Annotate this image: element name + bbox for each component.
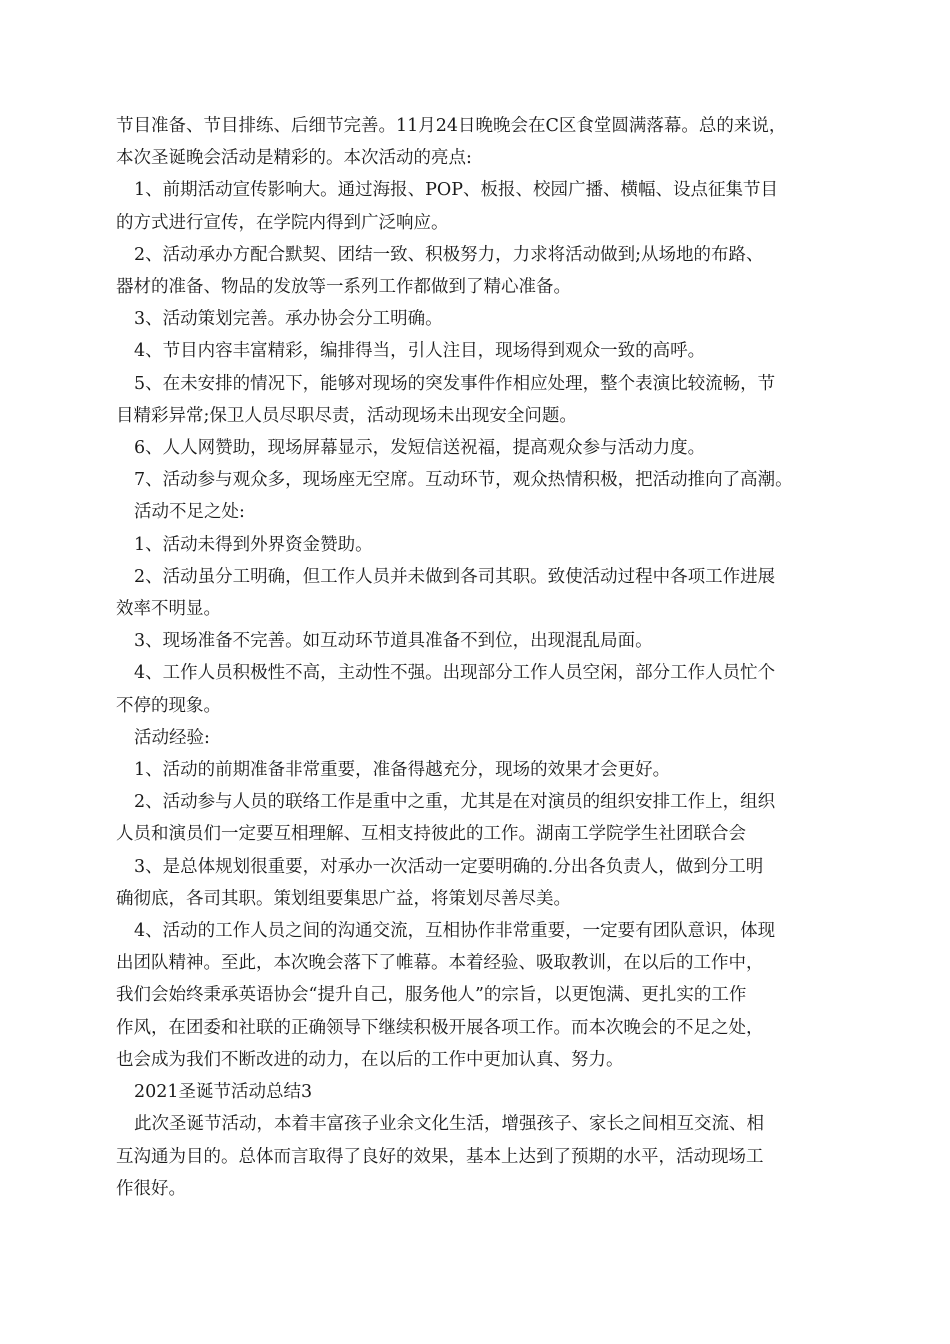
text-line: 不停的现象。	[116, 695, 221, 716]
text-line: 1、前期活动宣传影响大。通过海报、POP、板报、校园广播、横幅、设点征集节目	[134, 180, 779, 201]
document-body	[116, 110, 856, 1205]
text-line: 5、在未安排的情况下，能够对现场的突发事件作相应处理，整个表演比较流畅，节	[134, 373, 776, 394]
text-line: 目精彩异常;保卫人员尽职尽责，活动现场未出现安全问题。	[116, 405, 577, 426]
text-line: 4、节目内容丰富精彩，编排得当，引人注目，现场得到观众一致的高呼。	[134, 341, 706, 362]
text-line: 7、活动参与观众多，现场座无空席。互动环节，观众热情积极，把活动推向了高潮。	[134, 470, 793, 491]
text-line: 2、活动参与人员的联络工作是重中之重，尤其是在对演员的组织安排工作上，组织	[134, 792, 776, 813]
text-line: 本次圣诞晚会活动是精彩的。本次活动的亮点:	[116, 148, 472, 169]
text-line: 4、活动的工作人员之间的沟通交流，互相协作非常重要，一定要有团队意识，体现	[134, 921, 776, 942]
text-line: 也会成为我们不断改进的动力，在以后的工作中更加认真、努力。	[116, 1049, 624, 1070]
text-line: 确彻底，各司其职。策划组要集思广益，将策划尽善尽美。	[116, 888, 571, 909]
text-line: 的方式进行宣传，在学院内得到广泛响应。	[116, 212, 449, 233]
text-line: 效率不明显。	[116, 599, 221, 620]
text-line: 节目准备、节目排练、后细节完善。11月24日晚晚会在C区食堂圆满落幕。总的来说，	[116, 116, 787, 136]
text-line: 6、人人网赞助，现场屏幕显示，发短信送祝福，提高观众参与活动力度。	[134, 438, 706, 459]
text-line: 2021圣诞节活动总结3	[134, 1082, 313, 1103]
text-line: 3、活动策划完善。承办协会分工明确。	[134, 309, 443, 330]
text-line: 3、现场准备不完善。如互动环节道具准备不到位，出现混乱局面。	[134, 631, 653, 652]
text-line: 1、活动未得到外界资金赞助。	[134, 534, 373, 555]
text-line: 作很好。	[116, 1178, 186, 1199]
text-line: 活动不足之处:	[134, 502, 245, 523]
text-line: 2、活动虽分工明确，但工作人员并未做到各司其职。致使活动过程中各项工作进展	[134, 566, 776, 587]
text-line: 互沟通为目的。总体而言取得了良好的效果，基本上达到了预期的水平，活动现场工	[116, 1146, 764, 1167]
text-line: 出团队精神。至此，本次晚会落下了帷幕。本着经验、吸取教训，在以后的工作中，	[116, 953, 764, 974]
text-line: 作风，在团委和社联的正确领导下继续积极开展各项工作。而本次晚会的不足之处，	[116, 1017, 764, 1038]
text-line: 我们会始终秉承英语协会“提升自己，服务他人”的宗旨，以更饱满、更扎实的工作	[116, 985, 747, 1006]
text-line: 1、活动的前期准备非常重要，准备得越充分，现场的效果才会更好。	[134, 760, 671, 781]
text-line: 此次圣诞节活动，本着丰富孩子业余文化生活，增强孩子、家长之间相互交流、相	[134, 1114, 764, 1135]
text-line: 器材的准备、物品的发放等一系列工作都做到了精心准备。	[116, 277, 571, 298]
text-line: 3、是总体规划很重要，对承办一次活动一定要明确的.分出各负责人，做到分工明	[134, 856, 764, 877]
text-line: 4、工作人员积极性不高，主动性不强。出现部分工作人员空闲，部分工作人员忙个	[134, 663, 776, 684]
text-line: 2、活动承办方配合默契、团结一致、积极努力，力求将活动做到;从场地的布路、	[134, 244, 764, 265]
text-line: 人员和演员们一定要互相理解、互相支持彼此的工作。湖南工学院学生社团联合会	[116, 824, 746, 845]
text-line: 活动经验:	[134, 727, 210, 748]
